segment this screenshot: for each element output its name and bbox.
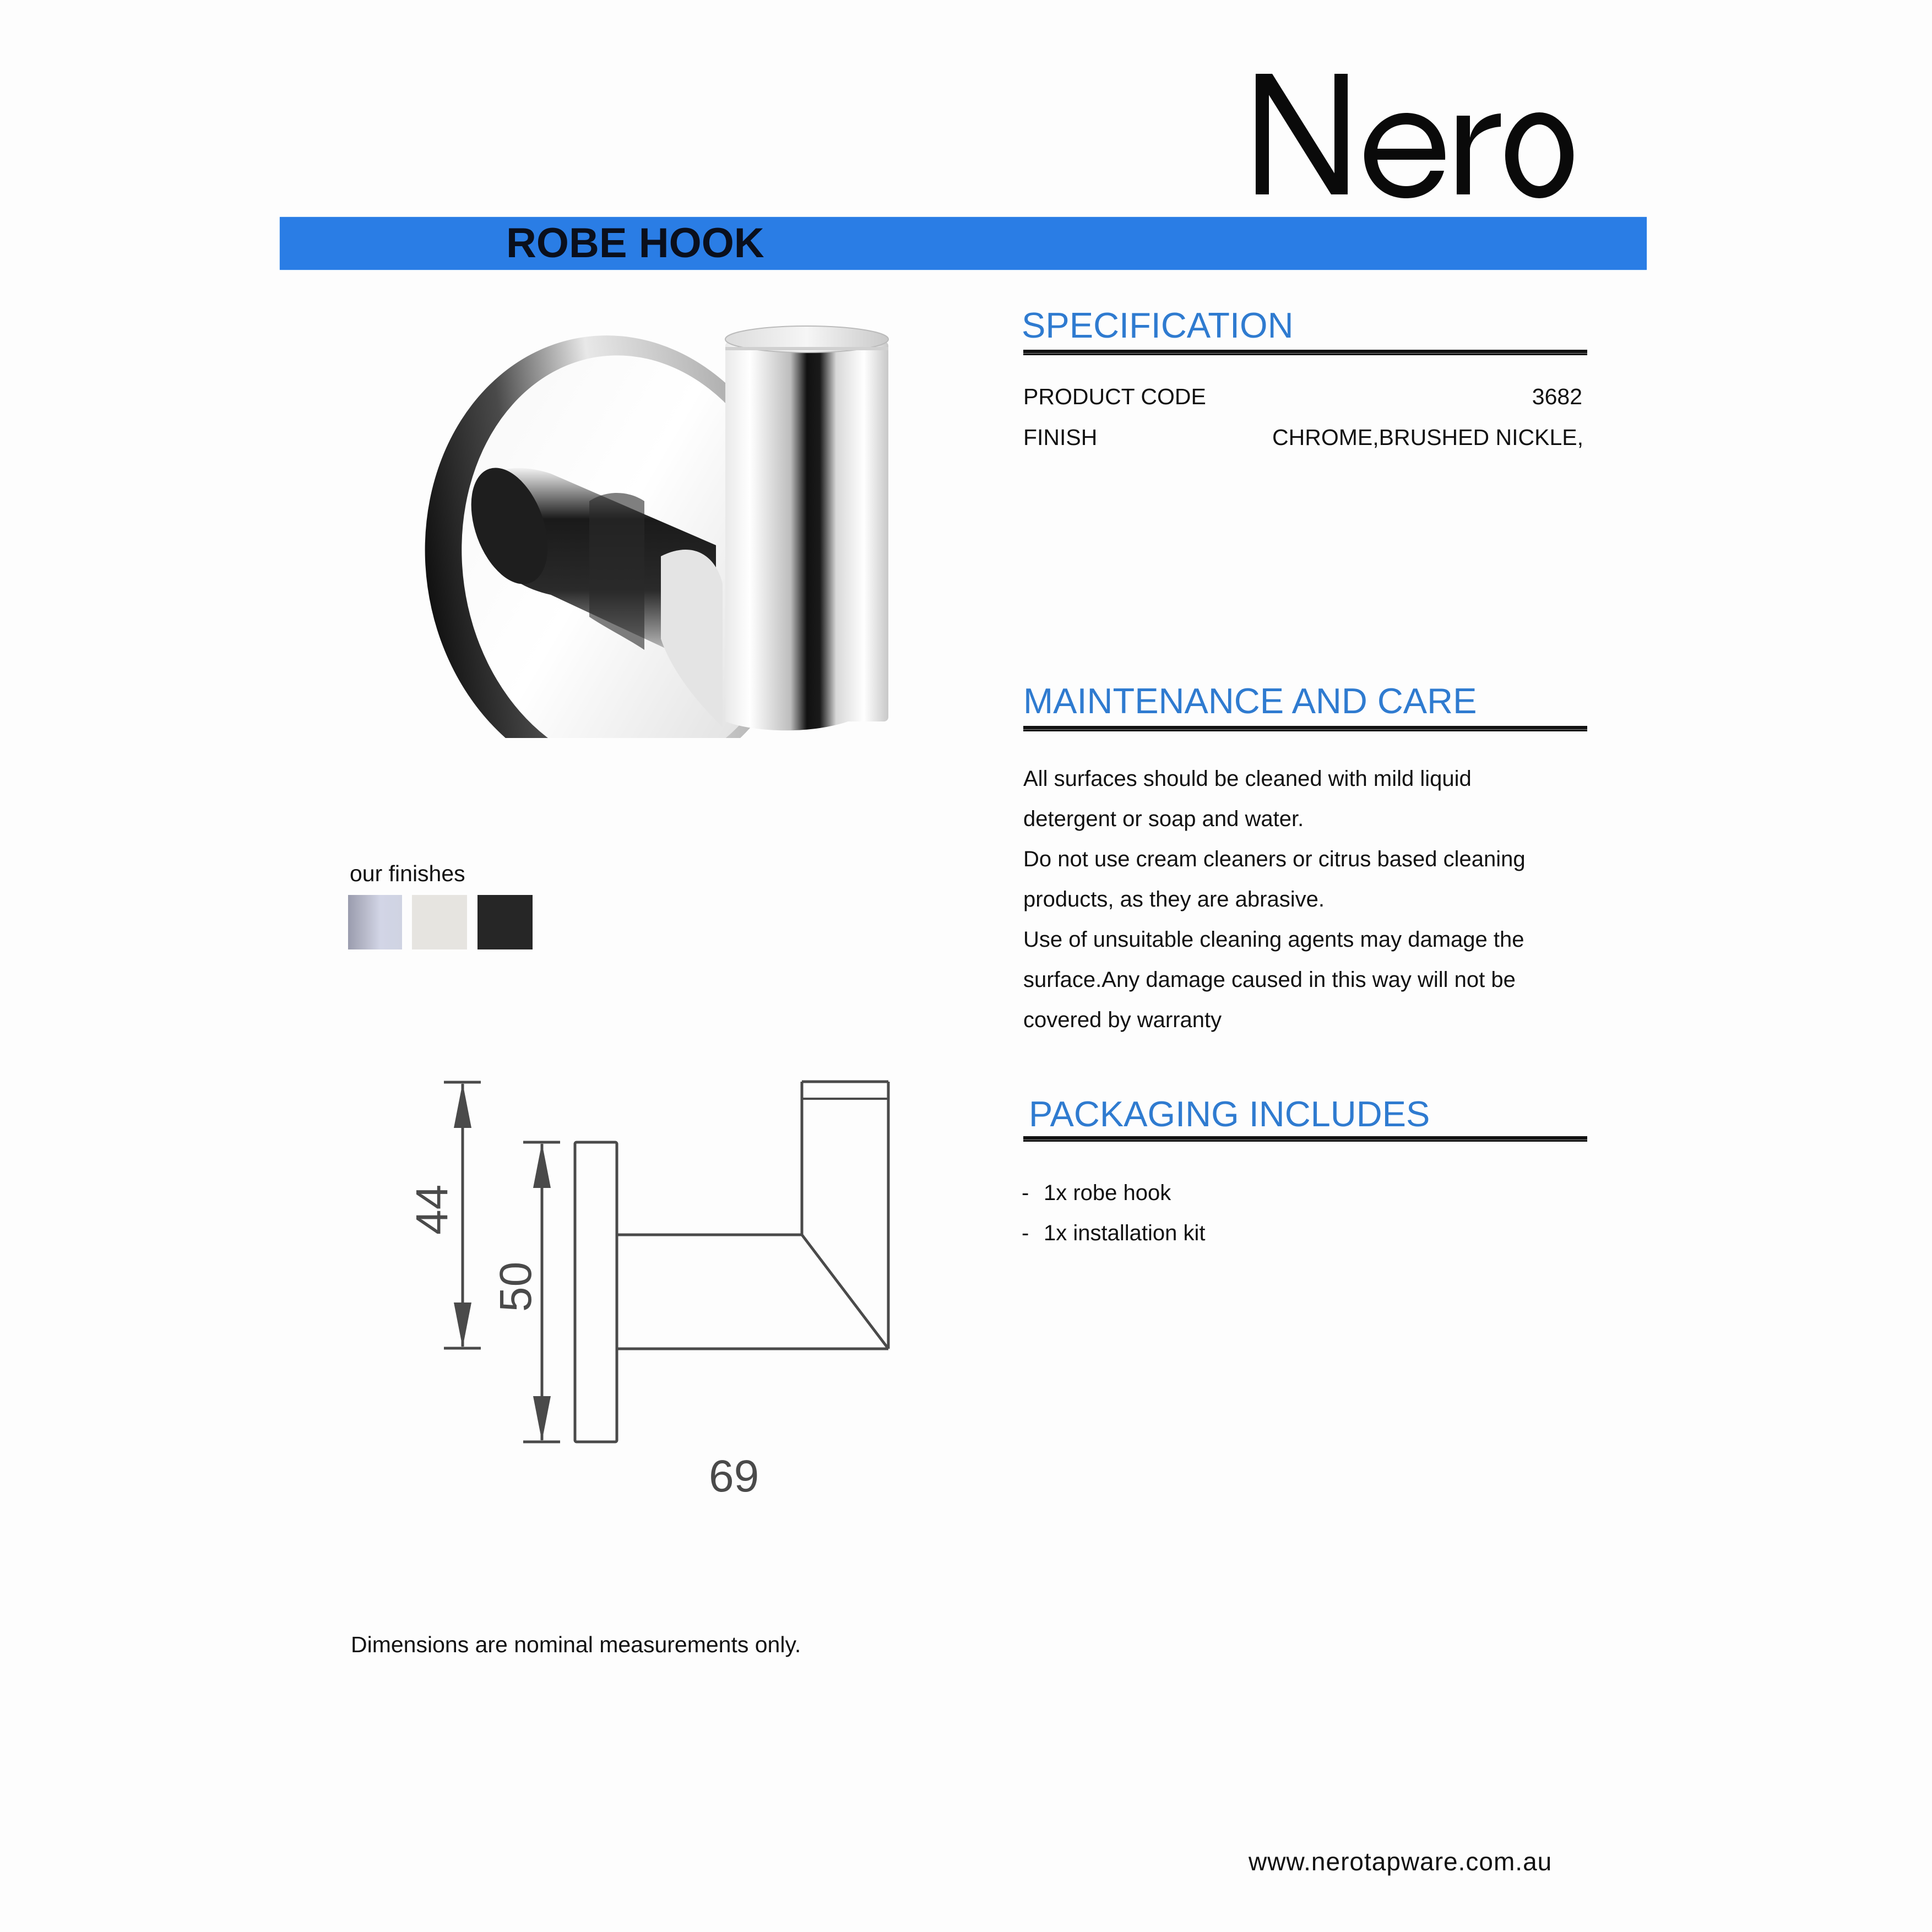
maintenance-line: covered by warranty bbox=[1023, 1008, 1222, 1032]
spec-value-finish: CHROME,BRUSHED NICKLE, bbox=[1272, 425, 1583, 450]
dimensions-disclaimer: Dimensions are nominal measurements only. bbox=[351, 1632, 801, 1657]
dimension-drawing bbox=[397, 1057, 914, 1454]
dimension-depth-label: 69 bbox=[709, 1451, 759, 1501]
technical-drawing-icon bbox=[397, 1057, 914, 1454]
maintenance-line: Use of unsuitable cleaning agents may damage the bbox=[1023, 927, 1524, 952]
nero-logo-icon bbox=[1250, 66, 1581, 204]
product-title: ROBE HOOK bbox=[506, 220, 764, 267]
title-bar bbox=[280, 217, 1647, 270]
swatch-matte-black bbox=[477, 895, 533, 949]
maintenance-line: Do not use cream cleaners or citrus based cleaning bbox=[1023, 847, 1526, 871]
packaging-item bbox=[1022, 1222, 1205, 1244]
dimension-hook-height-label: 44 bbox=[407, 1184, 457, 1235]
packaging-item-text: 1x installation kit bbox=[1044, 1221, 1206, 1245]
maintenance-line: All surfaces should be cleaned with mild liquid bbox=[1023, 767, 1472, 791]
specification-rule bbox=[1023, 350, 1587, 355]
spec-label-finish: FINISH bbox=[1023, 425, 1098, 450]
maintenance-rule bbox=[1023, 726, 1587, 731]
product-photo bbox=[408, 308, 903, 738]
packaging-item-text: 1x robe hook bbox=[1044, 1181, 1171, 1205]
list-dash: - bbox=[1022, 1181, 1029, 1205]
list-dash: - bbox=[1022, 1221, 1029, 1245]
finishes-label: our finishes bbox=[350, 861, 465, 886]
packaging-item bbox=[1022, 1182, 1171, 1204]
swatch-brushed-nickel bbox=[412, 895, 467, 949]
maintenance-line: surface.Any damage caused in this way will not be bbox=[1023, 968, 1516, 992]
packaging-rule bbox=[1023, 1136, 1587, 1142]
specification-heading: SPECIFICATION bbox=[1022, 305, 1294, 345]
maintenance-line: detergent or soap and water. bbox=[1023, 807, 1304, 831]
robe-hook-photo-icon bbox=[408, 308, 903, 738]
website-link[interactable]: www.nerotapware.com.au bbox=[1249, 1847, 1553, 1876]
maintenance-text bbox=[1023, 759, 1591, 1040]
dimension-plate-height-label: 50 bbox=[491, 1261, 541, 1312]
nero-logo bbox=[1250, 66, 1581, 204]
maintenance-heading: MAINTENANCE AND CARE bbox=[1023, 681, 1477, 721]
maintenance-line: products, as they are abrasive. bbox=[1023, 887, 1325, 911]
spec-value-product-code: 3682 bbox=[1532, 384, 1582, 409]
packaging-heading: PACKAGING INCLUDES bbox=[1029, 1094, 1430, 1134]
spec-label-product-code: PRODUCT CODE bbox=[1023, 384, 1206, 409]
swatch-chrome bbox=[348, 895, 402, 949]
